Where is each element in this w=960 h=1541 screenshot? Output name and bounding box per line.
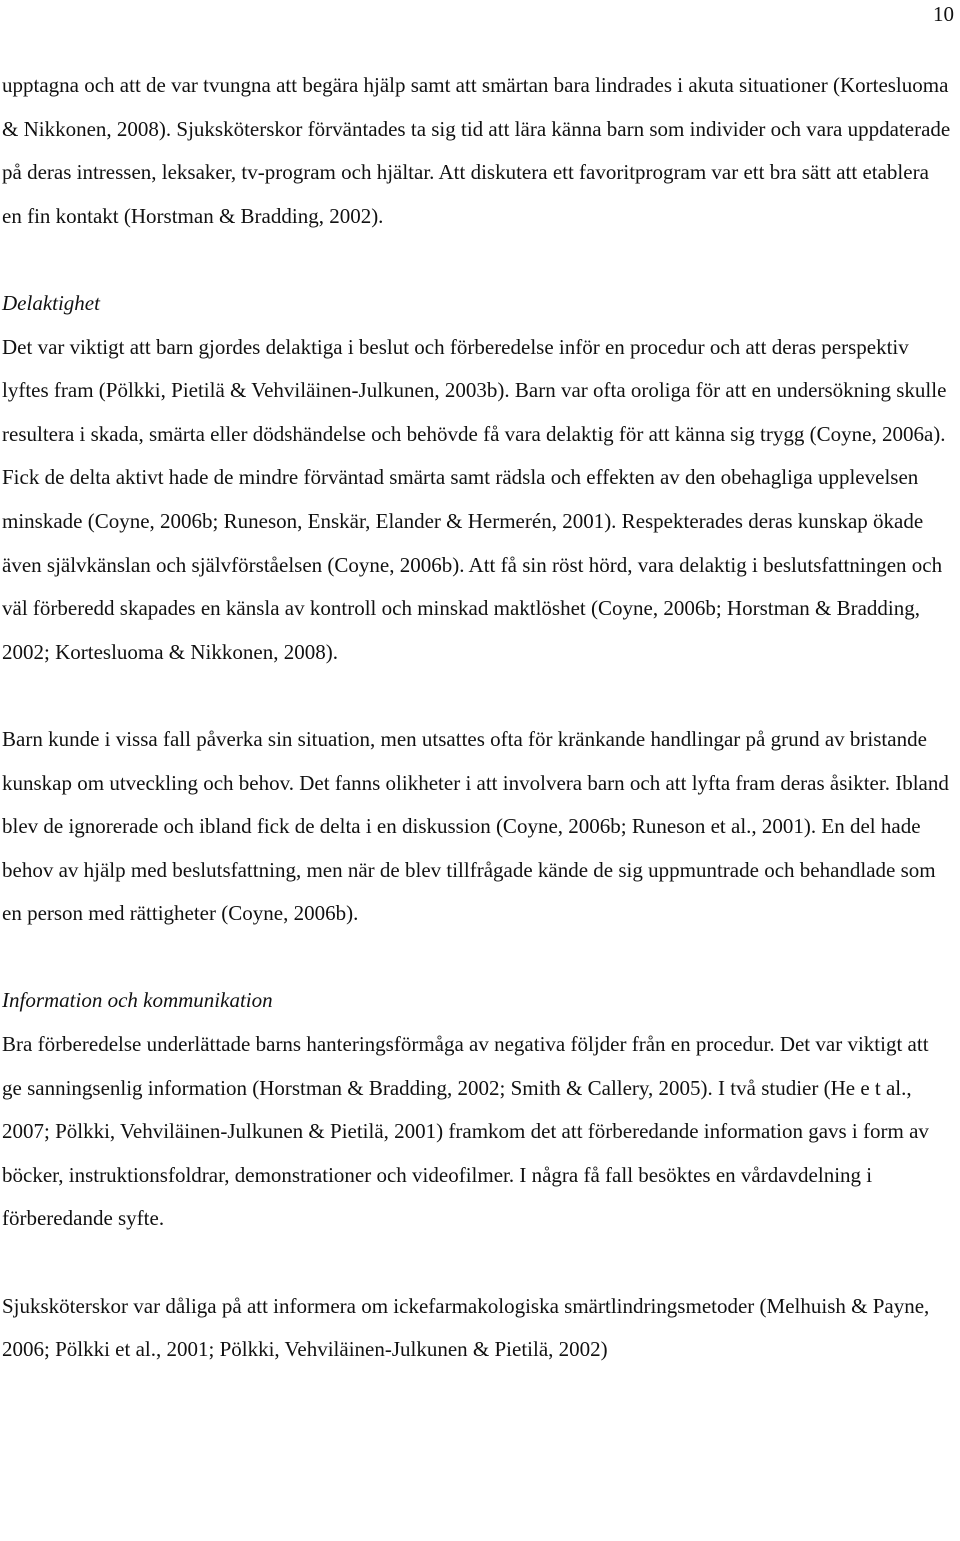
paragraph-information-2: Sjuksköterskor var dåliga på att informera om ickefarmakologiska smärtlindringsmetoder (Melhuish & Payne, 2006; Pölkki et al., 2001; Pölkki, Vehviläinen-Julkunen & Pietilä, 2002) [2,1293,930,1362]
paragraph-information-1: Bra förberedelse underlättade barns hanteringsförmåga av negativa följder från en procedur. Det var viktigt att ge sanningsenlig information (Horstman & Bradding, 2002; Smith & Callery, 2005). I två studier (He e t al., 2007; Pölkki, Vehviläinen-Julkunen & Pietilä, 2001) framkom det att förberedande information gavs i form av böcker, instruktionsfoldrar, demonstrationer och videofilmer. I några få fall besöktes en vårdavdelning i förberedande syfte. [2,1032,929,1231]
paragraph-delaktighet-1: Det var viktigt att barn gjordes delaktiga i beslut och förberedelse inför en procedur och att deras perspektiv lyftes fram (Pölkki, Pietilä & Vehviläinen-Julkunen, 2003b). Barn var ofta oroliga för att en undersökning skulle resultera i skada, smärta eller dödshändelse och behövde få vara delaktig för att känna sig trygg (Coyne, 2006a). Fick de delta aktivt hade de mindre förväntad smärta samt rädsla och effekten av den obehagliga upplevelsen minskade (Coyne, 2006b; Runeson, Enskär, Elander & Hermerén, 2001). Respekterades deras kunskap ökade även självkänslan och självförståelsen (Coyne, 2006b). Att få sin röst hörd, vara delaktig i beslutsfattningen och väl förberedd skapades en känsla av kontroll och minskad maktlöshet (Coyne, 2006b; Horstman & Bradding, 2002; Kortesluoma & Nikkonen, 2008). [2,334,947,664]
document-body [2,64,952,1372]
paragraph-spacer [2,238,952,282]
paragraph-spacer [2,674,952,718]
paragraph-intro-continuation: upptagna och att de var tvungna att begära hjälp samt att smärtan bara lindrades i akuta situationer (Kortesluoma & Nikkonen, 2008). Sjuksköterskor förväntades ta sig tid att lära känna barn som individer och vara uppdaterade på deras intressen, leksaker, tv-program och hjältar. Att diskutera ett favoritprogram var ett bra sätt att etablera en fin kontakt (Horstman & Bradding, 2002). [2,73,951,228]
section-heading-information: Information och kommunikation [2,988,273,1013]
page-number: 10 [933,2,954,26]
paragraph-spacer [2,936,952,980]
paragraph-spacer [2,1241,952,1285]
section-heading-delaktighet: Delaktighet [2,290,100,315]
paragraph-delaktighet-2: Barn kunde i vissa fall påverka sin situation, men utsattes ofta för kränkande handlingar på grund av bristande kunskap om utveckling och behov. Det fanns olikheter i att involvera barn och att lyfta fram deras åsikter. Ibland blev de ignorerade och ibland fick de delta i en diskussion (Coyne, 2006b; Runeson et al., 2001). En del hade behov av hjälp med beslutsfattning, men när de blev tillfrågade kände de sig uppmuntrade och behandlade som en person med rättigheter (Coyne, 2006b). [2,726,949,926]
